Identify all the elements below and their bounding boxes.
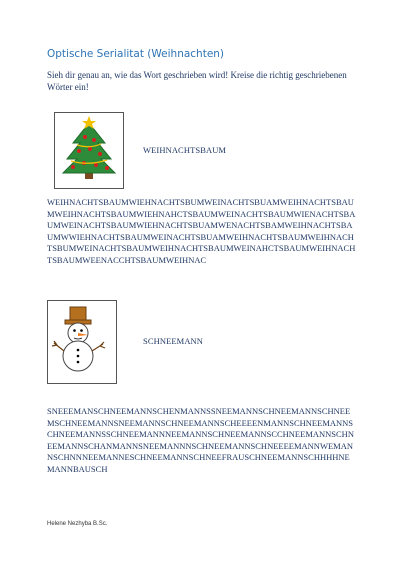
instruction-text: Sieh dir genau an, wie das Wort geschrieben wird! Kreise die richtig geschriebenen Wörter ein!: [47, 70, 347, 92]
snowman-image-box: [47, 300, 117, 384]
page-title: Optische Serialitat (Weihnachten): [47, 48, 225, 60]
letter-block-weihnachtsbaum: WEIHNACHTSBAUMWIEHNACHTSBUMWEINACHTSBUAMWEIHNACHTSBAUMWEIHNACHTSBAUMWIEHNAHCTSBAUMWEINACHTSBAUMWIENACHTSBAUMWEINACHTSBAUMWIEHNACHTSBUAMWENACHTSBAMWEIHNACHTSBAUMWWIEHNACHTSBAUMWEINACHTSBUAMWEIHNACHTSBAUMWEIHNACHTSBUMWEINACHTSBAUMWEIHNACHTSBAUMWEINAHCTSBAUMWEIHNACHTSBAUMWEENACCHTSBAUMWEIHNAC: [47, 197, 356, 265]
snowman-icon: [48, 301, 116, 383]
christmas-tree-icon: [55, 113, 123, 188]
footer-author: Helene Nezhyba B.Sc.: [47, 521, 108, 527]
target-word-weihnachtsbaum: WEIHNACHTSBAUM: [143, 145, 227, 155]
christmas-tree-image-box: [54, 112, 124, 189]
letter-block-schneemann: SNEEEMANSCHNEEMANNSCHENMANNSSNEEMANNSCHNEEMANNSCHNEEMSCHNEEMANNSNEEMANNSCHNEEMANNSCHEEEENMANNSCHNEEMANNSCHNEEMANNSSCHNEEMANNNEEMANNSCHNEEMANNSCCHNEEMANNSCHNEEMANNSCHANMANNSNEEMANNNSCHNEEMANNSCHNEEEEMANNWEMANNSCHNNNEEMANNESCHNEEMANNSCHNEEFRAUSCHNEEMANNSCHHHHNEMANNBAUSCH: [47, 406, 354, 474]
target-word-schneemann: SCHNEEMANN: [143, 336, 204, 346]
